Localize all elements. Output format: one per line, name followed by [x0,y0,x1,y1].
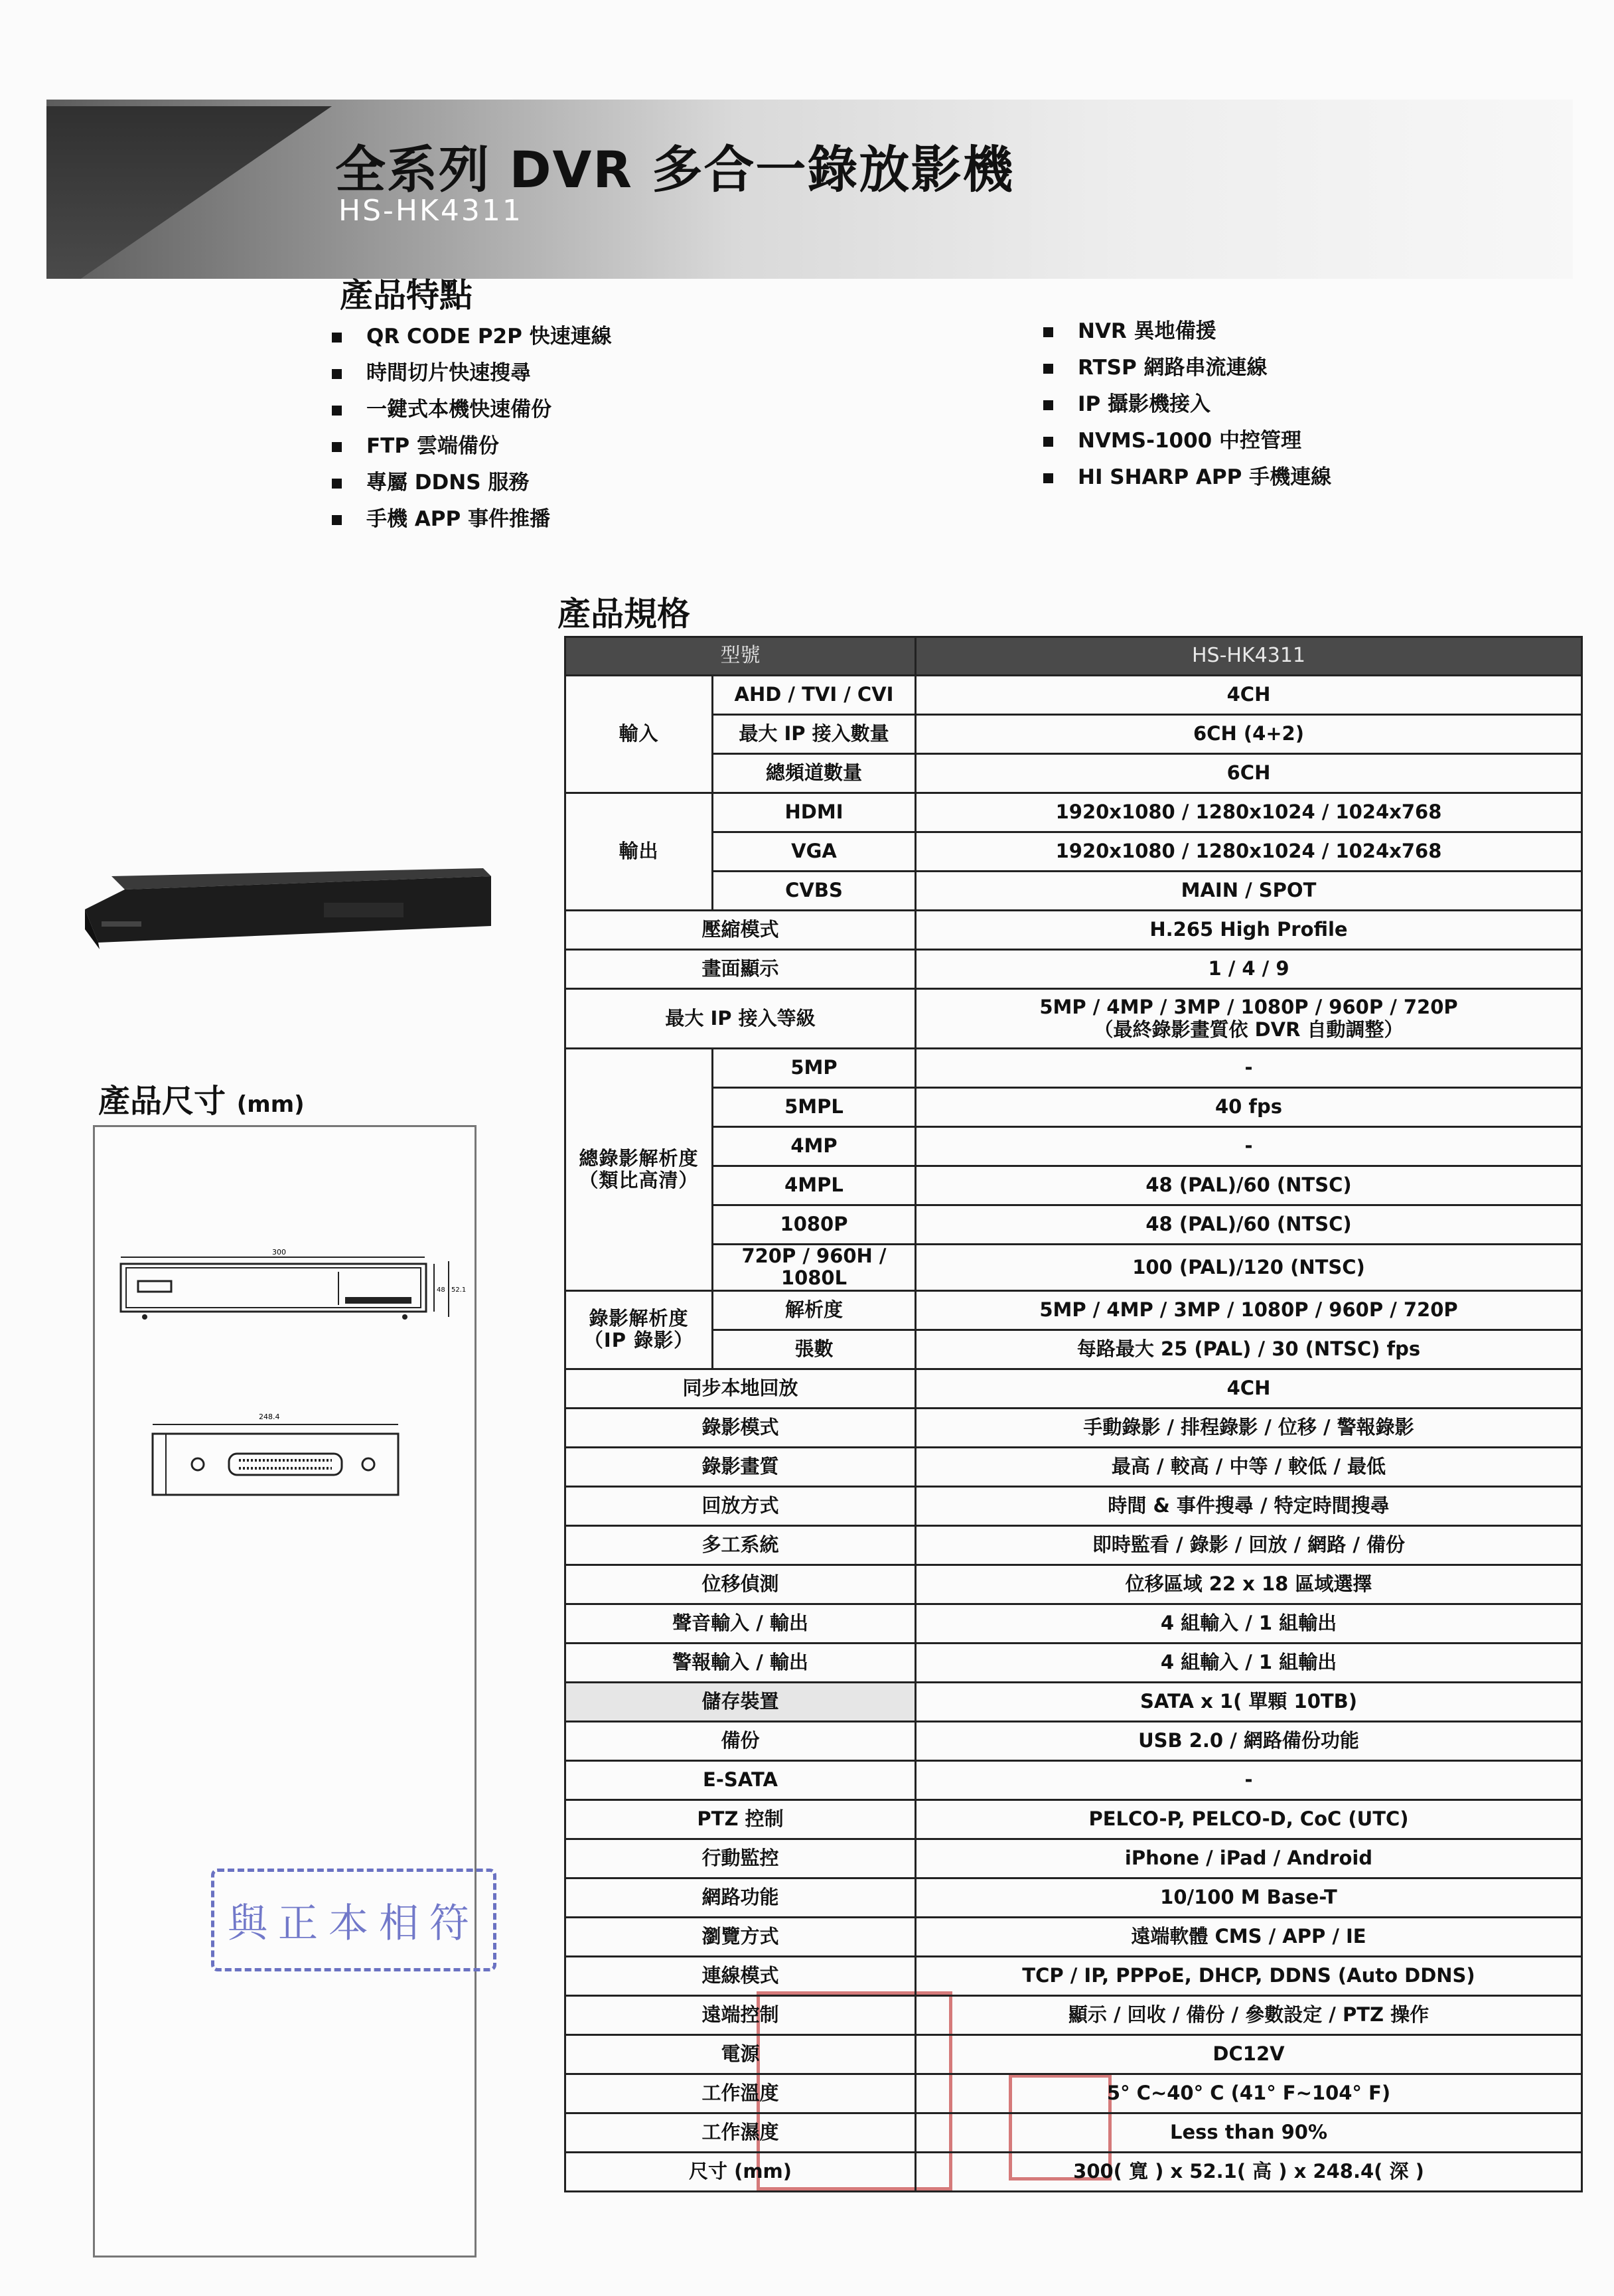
height-dimension-label: 48 [437,1286,445,1294]
row-value: 顯示 / 回收 / 備份 / 參數設定 / PTZ 操作 [916,1995,1582,2034]
row-value: 48 (PAL)/60 (NTSC) [916,1205,1582,1245]
row-value: 6CH [916,754,1582,793]
bullet-icon [1043,400,1053,410]
row-value: 1920x1080 / 1280x1024 / 1024x768 [916,832,1582,872]
row-label: 畫面顯示 [565,950,916,989]
table-row [565,872,1582,911]
bullet-icon [1043,327,1053,337]
row-value: - [916,1127,1582,1166]
row-label: 720P / 960H / 1080L [713,1245,916,1291]
features-heading: 產品特點 [340,276,473,315]
table-row [565,1166,1582,1205]
row-value: 300( 寬 ) x 52.1( 高 ) x 248.4( 深 ) [916,2152,1582,2191]
feature-item: QR CODE P2P 快速連線 [332,319,612,355]
table-row [565,1799,1582,1839]
row-label: 多工系統 [565,1525,916,1565]
row-value: Less than 90% [916,2113,1582,2152]
table-row [565,1682,1582,1721]
row-value: 4 組輸入 / 1 組輸出 [916,1643,1582,1682]
row-label: 壓縮模式 [565,911,916,950]
row-value: 4CH [916,1369,1582,1408]
table-row [565,2074,1582,2113]
table-row [565,715,1582,754]
row-value: PELCO-P, PELCO-D, CoC (UTC) [916,1799,1582,1839]
table-row [565,1290,1582,1330]
row-value: 40 fps [916,1088,1582,1127]
rear-view-drawing [139,1407,418,1500]
row-label: 5MP [713,1049,916,1088]
bullet-icon [332,442,342,452]
row-label: 工作溫度 [565,2074,916,2113]
row-value: - [916,1760,1582,1799]
feature-item: 時間切片快速搜尋 [332,355,612,392]
depth-dimension-label: 248.4 [259,1413,280,1421]
table-row [565,1088,1582,1127]
feature-item: NVR 異地備援 [1043,313,1331,350]
dvr-product-image [85,863,491,949]
bullet-icon [1043,437,1053,447]
table-row [565,1447,1582,1486]
front-view-drawing [113,1248,471,1334]
table-row [565,1205,1582,1245]
model-number: HS-HK4311 [338,194,523,228]
row-label: VGA [713,832,916,872]
row-value: 10/100 M Base-T [916,1878,1582,1917]
feature-item: NVMS-1000 中控管理 [1043,423,1331,459]
row-value: 5MP / 4MP / 3MP / 1080P / 960P / 720P （最終錄影畫質依 DVR 自動調整） [916,989,1582,1049]
table-row [565,950,1582,989]
table-row [565,989,1582,1049]
table-row [565,1565,1582,1604]
row-value: 100 (PAL)/120 (NTSC) [916,1245,1582,1291]
row-value: 4CH [916,676,1582,715]
row-value: 48 (PAL)/60 (NTSC) [916,1166,1582,1205]
table-row [565,1643,1582,1682]
row-label: 最大 IP 接入等級 [565,989,916,1049]
row-value: 最高 / 較高 / 中等 / 較低 / 最低 [916,1447,1582,1486]
row-value: 遠端軟體 CMS / APP / IE [916,1917,1582,1956]
row-value: DC12V [916,2034,1582,2074]
table-row [565,754,1582,793]
copy-verification-stamp: 與正本相符 [211,1869,496,1971]
row-label: E-SATA [565,1760,916,1799]
row-value: iPhone / iPad / Android [916,1839,1582,1878]
feature-item: 專屬 DDNS 服務 [332,465,612,501]
row-value: 1 / 4 / 9 [916,950,1582,989]
row-label: 最大 IP 接入數量 [713,715,916,754]
group-input: 輸入 [565,676,713,793]
dimensions-heading: 產品尺寸 (mm) [98,1083,305,1120]
bullet-icon [332,369,342,379]
header-model-label: 型號 [565,637,916,676]
table-row [565,1917,1582,1956]
feature-item: FTP 雲端備份 [332,428,612,465]
features-list-left [332,319,612,538]
row-label: 備份 [565,1721,916,1760]
table-row [565,1604,1582,1643]
row-value: - [916,1049,1582,1088]
row-value: SATA x 1( 單顆 10TB) [916,1682,1582,1721]
table-row [565,1760,1582,1799]
row-value: 5° C~40° C (41° F~104° F) [916,2074,1582,2113]
feature-item: 手機 APP 事件推播 [332,501,612,538]
height2-dimension-label: 52.1 [451,1286,467,1294]
bullet-icon [332,515,342,525]
table-row [565,793,1582,832]
row-value: 5MP / 4MP / 3MP / 1080P / 960P / 720P [916,1290,1582,1330]
header-model-value: HS-HK4311 [916,637,1582,676]
group-output: 輸出 [565,793,713,911]
row-label: 工作濕度 [565,2113,916,2152]
table-row [565,911,1582,950]
features-list-right [1043,313,1331,496]
feature-item: RTSP 網路串流連線 [1043,350,1331,386]
row-label: 解析度 [713,1290,916,1330]
row-label: 5MPL [713,1088,916,1127]
table-row [565,2152,1582,2191]
table-row [565,2113,1582,2152]
table-row [565,676,1582,715]
table-row [565,1245,1582,1291]
row-label: 4MP [713,1127,916,1166]
feature-item: HI SHARP APP 手機連線 [1043,459,1331,496]
table-row [565,1956,1582,1995]
group-ip-resolution: 錄影解析度 （IP 錄影） [565,1290,713,1369]
row-value: TCP / IP, PPPoE, DHCP, DDNS (Auto DDNS) [916,1956,1582,1995]
bullet-icon [332,406,342,416]
table-row [565,1995,1582,2034]
table-row [565,2034,1582,2074]
bullet-icon [1043,473,1053,483]
table-row [565,1127,1582,1166]
row-label: HDMI [713,793,916,832]
row-value: 即時監看 / 錄影 / 回放 / 網路 / 備份 [916,1525,1582,1565]
row-label: 回放方式 [565,1486,916,1525]
row-label: 儲存裝置 [565,1682,916,1721]
row-label: 瀏覽方式 [565,1917,916,1956]
row-label: 行動監控 [565,1839,916,1878]
row-value: 1920x1080 / 1280x1024 / 1024x768 [916,793,1582,832]
table-row [565,1525,1582,1565]
row-value: USB 2.0 / 網路備份功能 [916,1721,1582,1760]
table-row [565,1878,1582,1917]
row-label: 4MPL [713,1166,916,1205]
row-value: 4 組輸入 / 1 組輸出 [916,1604,1582,1643]
page-title: 全系列 DVR 多合一錄放影機 [335,140,1015,199]
row-label: 電源 [565,2034,916,2074]
bullet-icon [1043,364,1053,374]
table-row [565,832,1582,872]
row-value: H.265 High Profile [916,911,1582,950]
row-value: MAIN / SPOT [916,872,1582,911]
row-label: CVBS [713,872,916,911]
table-row [565,1049,1582,1088]
row-label: 錄影畫質 [565,1447,916,1486]
row-value: 6CH (4+2) [916,715,1582,754]
row-value: 每路最大 25 (PAL) / 30 (NTSC) fps [916,1330,1582,1369]
row-label: 1080P [713,1205,916,1245]
table-row [565,1408,1582,1447]
row-label: 張數 [713,1330,916,1369]
row-label: 位移偵測 [565,1565,916,1604]
table-row [565,1486,1582,1525]
bullet-icon [332,333,342,343]
row-label: PTZ 控制 [565,1799,916,1839]
row-label: 警報輸入 / 輸出 [565,1643,916,1682]
spec-table [564,636,1583,2192]
row-label: 尺寸 (mm) [565,2152,916,2191]
row-label: 網路功能 [565,1878,916,1917]
row-label: 遠端控制 [565,1995,916,2034]
row-label: 錄影模式 [565,1408,916,1447]
table-row [565,1839,1582,1878]
bullet-icon [332,479,342,489]
table-header-row [565,637,1582,676]
row-label: 聲音輸入 / 輸出 [565,1604,916,1643]
feature-item: IP 攝影機接入 [1043,386,1331,423]
feature-item: 一鍵式本機快速備份 [332,392,612,428]
group-analog-resolution: 總錄影解析度 （類比高清） [565,1049,713,1291]
table-row [565,1369,1582,1408]
row-label: 總頻道數量 [713,754,916,793]
row-value: 時間 & 事件搜尋 / 特定時間搜尋 [916,1486,1582,1525]
width-dimension-label: 300 [272,1248,286,1257]
row-label: AHD / TVI / CVI [713,676,916,715]
row-value: 手動錄影 / 排程錄影 / 位移 / 警報錄影 [916,1408,1582,1447]
table-row [565,1330,1582,1369]
specs-heading: 產品規格 [557,595,690,633]
row-label: 連線模式 [565,1956,916,1995]
table-row [565,1721,1582,1760]
row-value: 位移區域 22 x 18 區域選擇 [916,1565,1582,1604]
row-label: 同步本地回放 [565,1369,916,1408]
